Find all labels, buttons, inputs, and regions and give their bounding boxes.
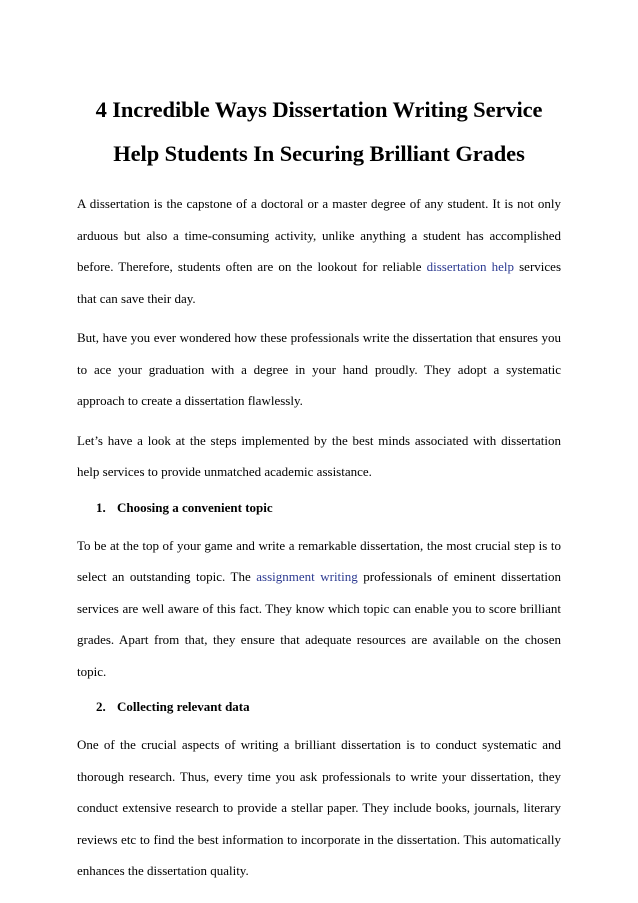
section-1-paragraph	[77, 530, 561, 688]
intro-p1-text-after: services that can save their day.	[77, 259, 561, 306]
dissertation-help-link[interactable]: dissertation help	[426, 259, 515, 274]
section-1-text-after: professionals of eminent dissertation services are well aware of this fact. They know which topic can enable you to score brilliant grades. Apart from that, they ensure that adequate resources are available on the chosen topic.	[77, 569, 562, 679]
intro-paragraph-3: Let’s have a look at the steps implemented by the best minds associated with dissertation help services to provide unmatched academic assistance.	[77, 432, 561, 479]
section-number-2: 2.	[96, 699, 106, 714]
page-title	[77, 88, 561, 176]
section-1-text-before: To be at the top of your game and write a remarkable dissertation, the most crucial step is to select an outstanding topic. The	[77, 537, 561, 584]
section-heading-2-text: Collecting relevant data	[117, 699, 250, 714]
intro-p1-text-before: A dissertation is the capstone of a doctoral or a master degree of any student. It is not only arduous but also a time-consuming activity, unlike anything a student has accomplished before. Therefore, students often are on the lookout for reliable	[77, 196, 561, 274]
section-number-1: 1.	[96, 499, 106, 515]
page-title-line-1: 4 Incredible Ways Dissertation Writing Service	[95, 97, 543, 122]
assignment-writing-link[interactable]: assignment writing	[256, 569, 358, 584]
section-heading-2	[77, 695, 561, 719]
intro-paragraph-2: But, have you ever wondered how these professionals write the dissertation that ensures you to ace your graduation with a degree in your hand proudly. They adopt a systematic approach to create a dissertation flawlessly.	[77, 330, 561, 408]
section-2-paragraph: One of the crucial aspects of writing a brilliant dissertation is to conduct systematic and thorough research. Thus, every time you ask professionals to write your dissertation, they conduct extensive research to provide a stellar paper. They include books, journals, literary reviews etc to find the best information to incorporate in the dissertation. This automatically enhances the dissertation quality.	[77, 737, 561, 878]
page-title-line-2: Help Students In Securing Brilliant Grades	[113, 141, 525, 166]
intro-paragraph-1	[77, 188, 561, 314]
section-heading-1	[77, 496, 561, 520]
section-heading-1-text: Choosing a convenient topic	[117, 499, 273, 515]
